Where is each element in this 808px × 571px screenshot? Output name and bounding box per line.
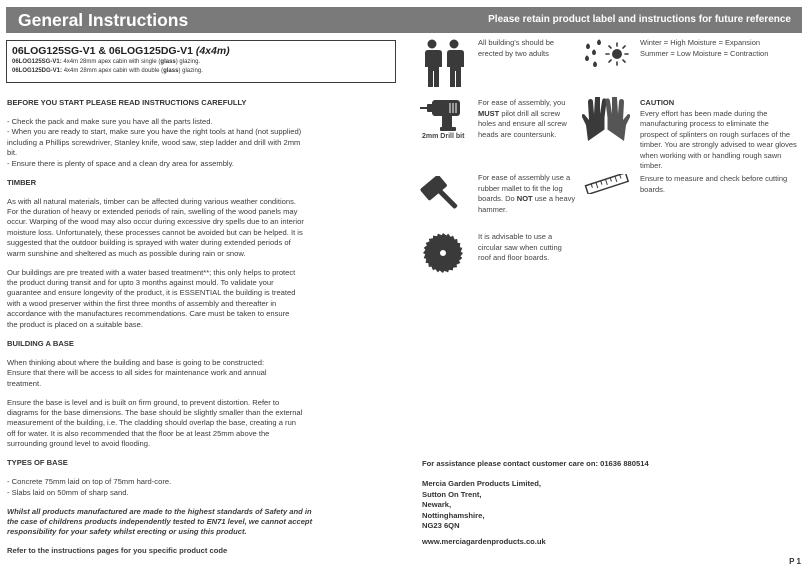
- safety-note-line: the case of childrens products independently tested to EN71 level, we cannot accept: [7, 516, 313, 526]
- text-line: - Ensure there is plenty of space and a clean dry area for assembly.: [7, 158, 234, 168]
- tape-measure-icon: [584, 174, 630, 194]
- product-label-box: [6, 40, 396, 83]
- tip-two-adults: All building's should be erected by two adults: [478, 38, 555, 58]
- text-line: warm sunshine and sheltered as much as possible during rain or snow.: [7, 248, 246, 258]
- customer-care-line: For assistance please contact customer care on: 01636 880514: [422, 459, 649, 468]
- heading-before-start: BEFORE YOU START PLEASE READ INSTRUCTIONS CAREFULLY: [7, 98, 247, 107]
- text-line: suggested that the outdoor building is sprayed with water during extended periods of: [7, 238, 291, 248]
- text-line: the product during transit and for upto 3 months against mould. To validate your: [7, 278, 274, 288]
- page-subtitle: Please retain product label and instructions for future reference: [488, 14, 791, 25]
- product-title: [12, 45, 390, 58]
- text-line: - Concrete 75mm laid on top of 75mm hard-core.: [7, 477, 172, 487]
- saw-blade-icon: [420, 230, 466, 276]
- heading-timber: TIMBER: [7, 177, 37, 187]
- text-line: with a wood preserver within the first three months of assembly and thereafter in: [7, 298, 277, 308]
- text-line: For the duration of heavy or extended periods of rain, swelling of the wood panels may: [7, 207, 298, 217]
- text-line: Ensure the base is level and is built on firm ground, to prevent distortion. Refer to: [7, 397, 280, 407]
- gloves-icon: [582, 97, 630, 143]
- product-line-sg: 06LOG125SG-V1: 4x4m 28mm apex cabin with single (glass) glazing.: [12, 59, 201, 65]
- text-line: surrounding ground level to avoid flooding.: [7, 439, 151, 449]
- product-line-dg: 06LOG125DG-V1: 4x4m 28mm apex cabin with double (glass) glazing.: [12, 68, 203, 74]
- caution-block: CAUTION Every effort has been made during the manufacturing process to eliminate the prospect of splinters on rough surfaces of the timber. You are strongly advised to wear gloves when working with or handling rough sawn timber.: [640, 98, 797, 170]
- page-number: P 1: [789, 557, 801, 566]
- tip-pilot-drill: For ease of assembly, you MUST pilot drill all screw holes and ensure all screw heads are countersunk.: [478, 98, 567, 139]
- text-line: Our buildings are pre treated with a water based treatment**; this only helps to protect: [7, 267, 296, 277]
- two-adults-icon: [420, 39, 466, 89]
- text-line: treatment.: [7, 378, 42, 388]
- text-line: When thinking about where the building and base is going to be constructed:: [7, 357, 265, 367]
- tip-circular-saw: It is advisable to use a circular saw when cutting roof and floor boards.: [478, 232, 562, 262]
- tip-measure: Ensure to measure and check before cutting boards.: [640, 174, 788, 194]
- text-line: diagrams for the base dimensions. The base should be slightly smaller than the external: [7, 407, 303, 417]
- tip-mallet: For ease of assembly use a rubber mallet to fit the log boards. Do NOT use a heavy hammer.: [478, 173, 576, 214]
- safety-note-line: responsibility for your safety whilst erecting or using this product.: [7, 527, 247, 537]
- text-line: - Check the pack and make sure you have all the parts listed.: [7, 117, 213, 126]
- text-line: measurement of the building, i.e. The cladding should overlap the base, creating a run: [7, 418, 297, 428]
- website-link[interactable]: www.merciagardenproducts.co.uk: [422, 537, 546, 546]
- drill-bit-label: 2mm Drill bit: [422, 133, 465, 140]
- caution-heading: CAUTION: [640, 98, 675, 107]
- text-line: occur. Warping of the wood may also occur during excessive dry spells due to an interior: [7, 217, 304, 227]
- text-line: - Slabs laid on 50mm of sharp sand.: [7, 487, 129, 497]
- product-codes: 06LOG125SG-V1 & 06LOG125DG-V1: [12, 45, 196, 57]
- heading-building-base: BUILDING A BASE: [7, 338, 74, 348]
- text-line: including a Phillips screwdriver, Stanley knife, wood saw, step ladder and drill with 2mm: [7, 137, 301, 147]
- company-address: Mercia Garden Products Limited, Sutton On Trent, Newark, Nottinghamshire, NG23 6QN: [422, 479, 541, 530]
- drill-icon: [420, 97, 466, 131]
- weather-icon: [582, 38, 630, 70]
- text-line: accordance with the manufactures recommendations. Care must be taken to ensure: [7, 309, 290, 319]
- safety-note-line: Whilst all products manufactured are made to the highest standards of Safety and in: [7, 506, 312, 516]
- heading-types-of-base: TYPES OF BASE: [7, 458, 68, 468]
- product-size: (4x4m): [195, 45, 230, 57]
- header-bar: [6, 7, 802, 33]
- text-line: moisture loss. Unfortunately, these processes cannot be avoided but can be helped. It is: [7, 227, 303, 237]
- text-line: Ensure that there will be access to all sides for maintenance work and annual: [7, 368, 267, 378]
- text-line: guarantee and ensure longevity of the product, it is ESSENTIAL the building is treated: [7, 288, 296, 298]
- left-column: [7, 98, 399, 557]
- text-line: As with all natural materials, timber can be affected during various weather conditions.: [7, 196, 296, 206]
- text-line: bit.: [7, 148, 18, 158]
- refer-instructions: Refer to the instructions pages for you specific product code: [7, 546, 228, 556]
- tip-moisture: Winter = High Moisture = Expansion Summer = Low Moisture = Contraction: [640, 38, 769, 58]
- text-line: the product is placed on a suitable base.: [7, 319, 143, 329]
- text-line: off for water. It is also recommended that the floor be at least 25mm above the: [7, 428, 270, 438]
- page-title: General Instructions: [18, 10, 189, 30]
- text-line: - When you are ready to start, make sure you have the right tools at hand (not supplied): [7, 127, 302, 137]
- mallet-icon: [420, 176, 460, 210]
